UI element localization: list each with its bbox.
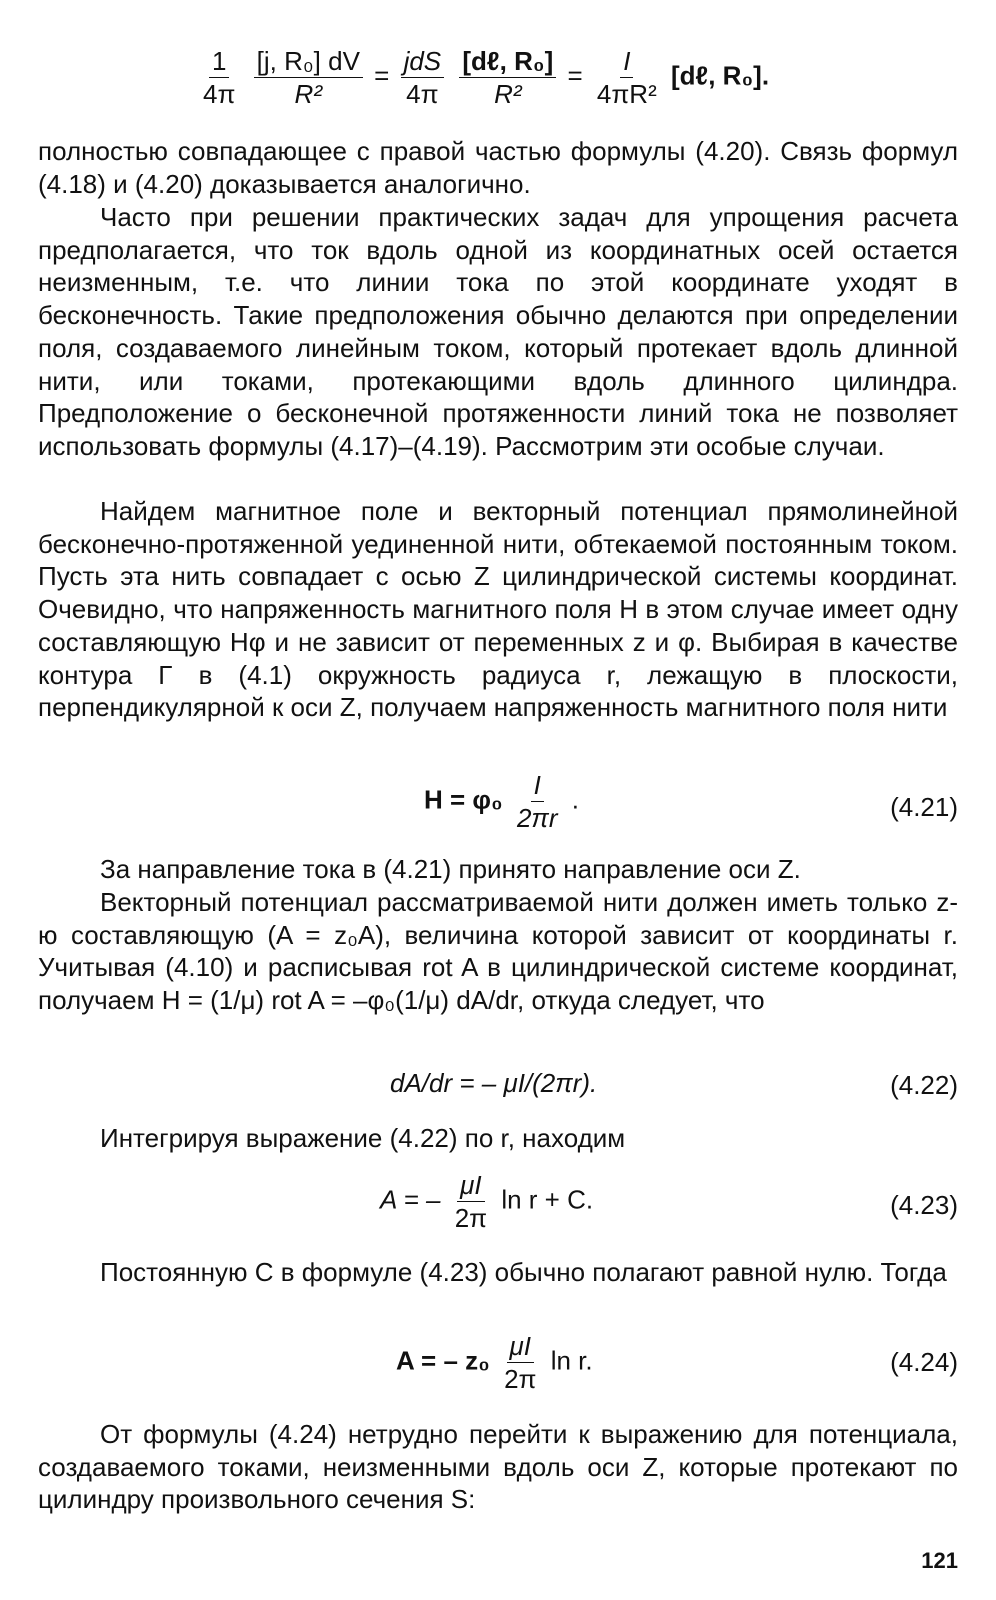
- fraction-denominator: 2π: [504, 1364, 537, 1394]
- equals-sign: =: [374, 60, 390, 91]
- equation-lhs: A = –: [380, 1184, 441, 1215]
- paragraph-3: Найдем магнитное поле и векторный потенциал прямолинейной бесконечно-протяженной уединенной нити, обтекаемой постоянным током. Пусть эта нить совпадает с осью Z цилиндрической системы координат. Очевидно, что напряженность магнитного поля H в этом случае имеет одну составляющую Hφ и не зависит от переменных z и φ. Выбирая в качестве контура Γ в (4.1) окружность радиуса r, лежащую в плоскости, перпендикулярной к оси Z, получаем напряженность магнитного поля нити: [38, 496, 958, 723]
- equation-lhs: A = – z₀: [396, 1345, 490, 1376]
- fraction-denominator: R²: [294, 79, 322, 109]
- fraction-muI-over-2pi: [501, 1333, 539, 1392]
- fraction-numerator: μI: [507, 1333, 534, 1363]
- equation-tail: .: [571, 784, 579, 815]
- equation-tail: [dℓ, R₀].: [670, 60, 770, 91]
- fraction-jR0dV-over-R2: [254, 48, 363, 107]
- fraction-numerator: 1: [209, 48, 229, 78]
- paragraph-8: От формулы (4.24) нетрудно перейти к выражению для потенциала, создаваемого токами, неизменными вдоль оси Z, которые протекают по цилиндру произвольного сечения S:: [38, 1419, 958, 1515]
- fraction-numerator: [j, R₀] dV: [254, 48, 363, 78]
- fraction-numerator: [dℓ, R₀]: [459, 48, 556, 78]
- fraction-numerator: I: [620, 48, 633, 78]
- fraction-denominator: 4π: [203, 79, 236, 109]
- page-number: 121: [921, 1548, 958, 1573]
- equation-4-21: [424, 772, 579, 831]
- fraction-numerator: I: [531, 772, 544, 802]
- equation-4-22: dA/dr = – μI/(2πr).: [390, 1068, 598, 1098]
- equation-4-24: [396, 1333, 593, 1392]
- paragraph-5: Векторный потенциал рассматриваемой нити должен иметь только z-ю составляющую (A = z₀A), величина которой зависит от координаты r. Учитывая (4.10) и расписывая rot A в цилиндрической системе координат, получаем H = (1/μ) rot A = –φ₀(1/μ) dA/dr, откуда следует, что: [38, 887, 958, 1016]
- fraction-jdS-over-4pi: [401, 48, 445, 107]
- equation-lhs: H = φ₀: [424, 784, 503, 815]
- fraction-muI-over-2pi: [452, 1172, 490, 1231]
- fraction-numerator: μI: [457, 1172, 484, 1202]
- equals-sign: =: [567, 60, 583, 91]
- fraction-denominator: 4πR²: [596, 79, 657, 109]
- equation-number-4-24: (4.24): [890, 1347, 958, 1377]
- paragraph-6: Интегрируя выражение (4.22) по r, находим: [100, 1123, 626, 1153]
- paragraph-4: За направление тока в (4.21) принято направление оси Z.: [100, 854, 801, 884]
- equation-tail: ln r + C.: [501, 1184, 594, 1215]
- paragraph-2: Часто при решении практических задач для упрощения расчета предполагается, что ток вдоль одной из координатных осей остается неизменным, т.е. что линии тока по этой координате уходят в бесконечность. Такие предположения обычно делаются при определении поля, создаваемого линейным током, который протекает вдоль длинной нити, или токами, протекающими вдоль длинного цилиндра. Предположение о бесконечной протяженности линий тока не позволяет использовать формулы (4.17)–(4.19). Рассмотрим эти особые случаи.: [38, 202, 958, 461]
- top-equation: [196, 48, 769, 107]
- paragraph-7: Постоянную C в формуле (4.23) обычно полагают равной нулю. Тогда: [100, 1257, 947, 1287]
- fraction-numerator: jdS: [401, 48, 445, 78]
- equation-tail: ln r.: [550, 1345, 593, 1376]
- fraction-denominator: 4π: [406, 79, 439, 109]
- fraction-dl-R0-over-R2: [459, 48, 556, 107]
- paragraph-1: полностью совпадающее с правой частью формулы (4.20). Связь формул (4.18) и (4.20) доказывается аналогично.: [38, 136, 958, 199]
- fraction-1-over-4pi: [200, 48, 238, 107]
- equation-number-4-23: (4.23): [890, 1190, 958, 1220]
- fraction-denominator: 2π: [454, 1203, 488, 1233]
- equation-number-4-21: (4.21): [890, 792, 958, 822]
- fraction-I-over-4piR2: [594, 48, 660, 107]
- fraction-denominator: 2πr: [516, 803, 558, 833]
- equation-number-4-22: (4.22): [890, 1070, 958, 1100]
- equation-4-23: [380, 1172, 593, 1231]
- fraction-denominator: R²: [494, 79, 522, 109]
- fraction-I-over-2pir: [514, 772, 561, 831]
